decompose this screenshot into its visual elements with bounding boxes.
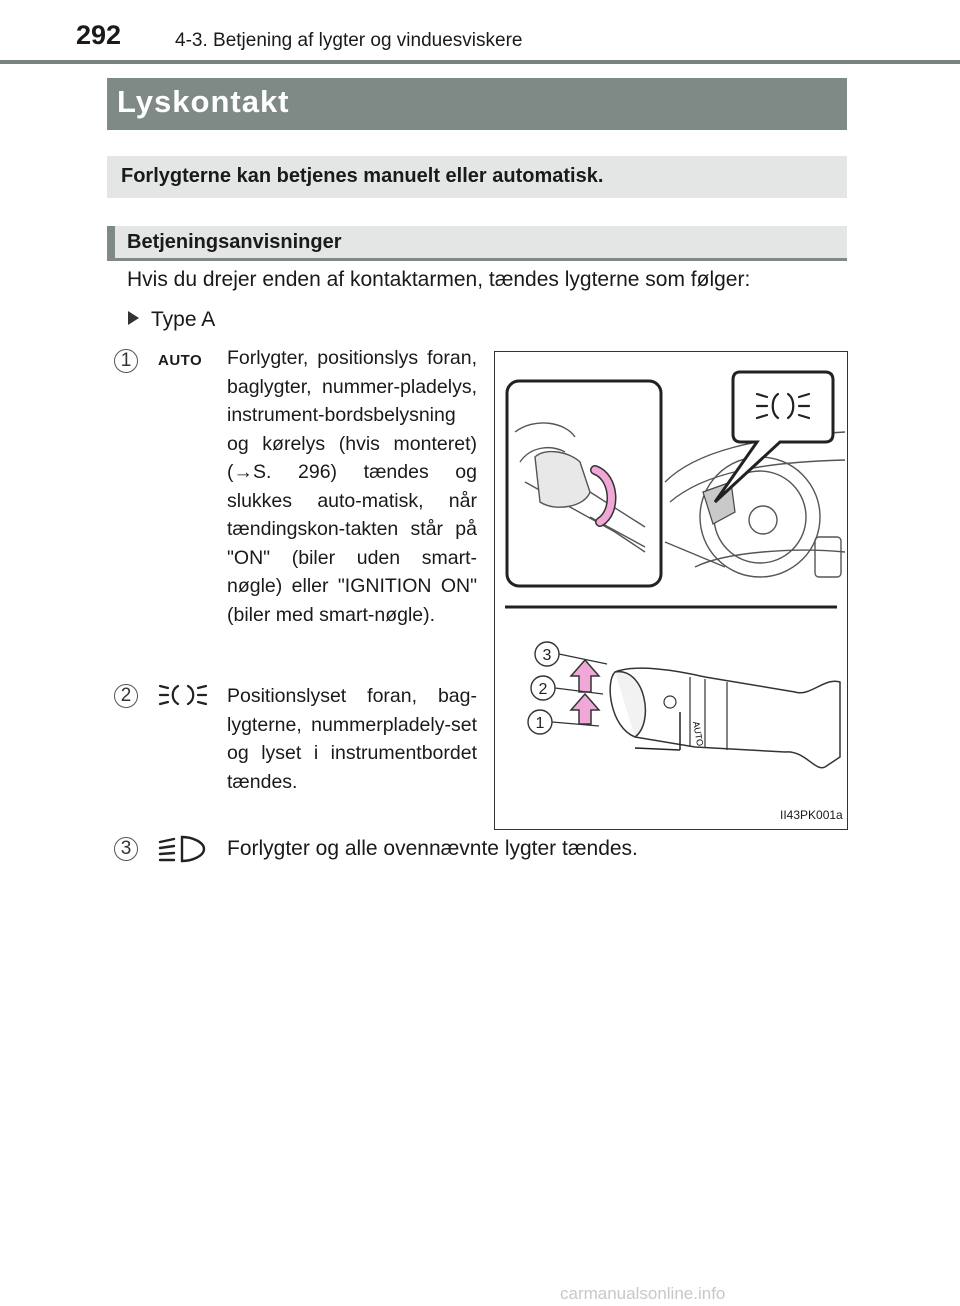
page-title: Lyskontakt	[117, 84, 290, 119]
light-switch-illustration	[495, 352, 847, 829]
callout-1: 1	[535, 715, 545, 732]
item-text-2: Positionslyset foran, bag-lygterne, nummerpladely-set og lyset i instrumentbordet tændes.	[227, 685, 477, 793]
footer-watermark: carmanualsonline.info	[560, 1284, 726, 1303]
callout-3: 3	[542, 647, 552, 664]
triangle-bullet-icon	[128, 311, 139, 325]
section-title: 4-3. Betjening af lygter og vinduesviskere	[175, 30, 523, 51]
item-number-3: 3	[114, 837, 138, 861]
auto-symbol: AUTO	[158, 352, 203, 369]
item-text-1: Forlygter, positionslys foran, baglygter, nummer-pladelys, instrument-bordsbelysning og kørelys (hvis monteret) (→S. 296) tændes og slukkes auto-matisk, når tændingskon-takten står på "ON" (biler uden smart-nøgle) eller "IGNITION ON" (biler med smart-nøgle).	[227, 347, 477, 626]
description: Hvis du drejer enden af kontaktarmen, tændes lygterne som følger:	[127, 268, 751, 291]
subheading: Betjeningsanvisninger	[127, 231, 342, 253]
title-bar	[107, 78, 847, 130]
item-number-2: 2	[114, 684, 138, 708]
figure-code: II43PK001a	[780, 808, 843, 822]
headlight-icon	[158, 834, 208, 864]
intro-bar	[107, 156, 847, 198]
item-text-3: Forlygter og alle ovennævnte lygter tændes.	[227, 837, 638, 860]
item-number-1: 1	[114, 349, 138, 373]
header-rule	[0, 60, 960, 64]
callout-2: 2	[538, 681, 548, 698]
subheading-bar	[107, 226, 847, 261]
position-lights-icon	[158, 682, 208, 708]
subheading-accent	[107, 226, 115, 261]
auto-mark: AUTO	[691, 720, 706, 747]
page-number: 292	[76, 20, 122, 50]
illustration	[494, 351, 848, 830]
intro-text: Forlygterne kan betjenes manuelt eller automatisk.	[121, 165, 604, 187]
type-label: Type A	[128, 308, 215, 332]
